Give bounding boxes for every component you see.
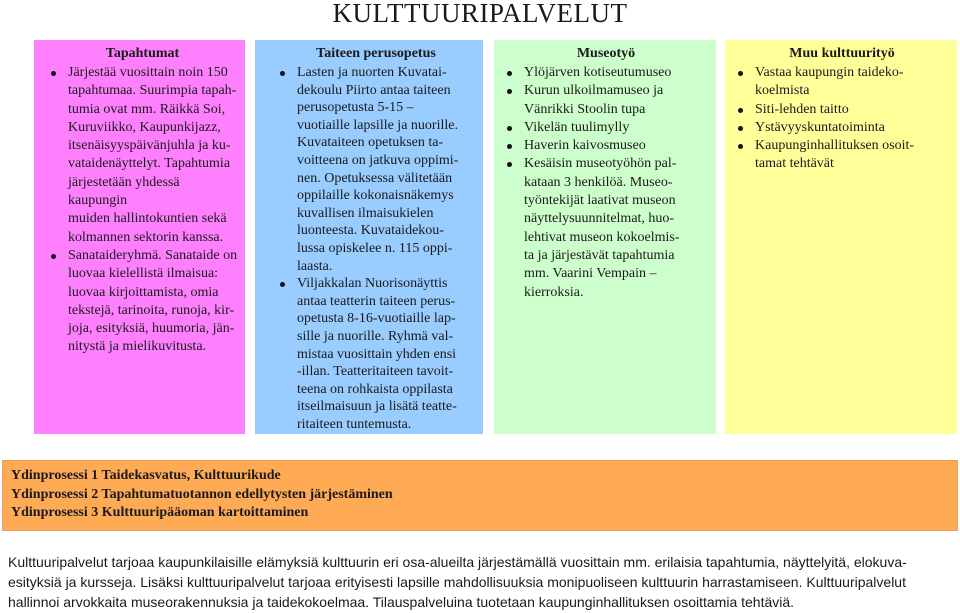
column-heading: Tapahtumat: [105, 46, 180, 61]
bullet-item: [297, 275, 477, 433]
bullet-list: [46, 64, 239, 357]
bullet-line: Kesäisin museotyöhön pal-: [524, 156, 677, 172]
bullet-line: ta ja järjestävät tapahtumia: [524, 247, 675, 263]
core-processes-box: [2, 460, 958, 531]
bullet-list: [275, 64, 477, 433]
bullet-line: mm. Vaarini Vempain –: [524, 266, 657, 282]
bullet-line: luovaa kirjoittamista, omia: [68, 284, 219, 300]
bullet-item: [68, 247, 239, 357]
bullet-line: tapahtumaa. Suurimpia tapah-: [68, 83, 237, 99]
bullet-line: luovaa kielellistä ilmaisua:: [68, 266, 219, 282]
bullet-line: itsenäisyyspäivänjuhla ja ku-: [68, 138, 231, 154]
bullet-item: [524, 119, 710, 137]
process-line: Ydinprosessi 2 Tapahtumatuotannon edellytysten järjestäminen: [11, 486, 393, 502]
bullet-line: sille ja nuorille. Ryhmä val-: [297, 328, 454, 344]
bullet-line: perusopetusta 5-15 –: [297, 100, 414, 116]
bullet-line: laasta.: [297, 258, 333, 274]
bullet-line: nitystä ja mielikuvitusta.: [68, 339, 207, 355]
bullet-line: kierroksia.: [524, 284, 584, 300]
bullet-item: [755, 137, 951, 174]
bullet-line: Kuvataiteen opetuksen ta-: [297, 135, 444, 151]
bullet-line: kataan 3 henkilöä. Museo-: [524, 174, 673, 190]
summary-line: esityksiä ja kursseja. Lisäksi kulttuuripalvelut tarjoaa erityisesti lapsille mahdollisuuksia monipuoliseen kulttuurin harrastamiseen. Kulttuuripalvelut: [8, 574, 906, 590]
bullet-line: koelmista: [755, 83, 810, 99]
bullet-item: [524, 137, 710, 155]
column-heading: Muu kulttuurityö: [789, 46, 895, 61]
summary-paragraph: [8, 552, 953, 612]
bullet-list: [502, 64, 710, 302]
bullet-line: oppilaille kokonaisnäkemys: [297, 188, 454, 204]
bullet-line: itseilmaisuun ja lisätä teatte-: [297, 399, 457, 415]
bullet-line: Vikelän tuulimylly: [524, 119, 630, 135]
bullet-line: dekoulu Piirto antaa taiteen: [297, 82, 451, 98]
bullet-line: vataidenäyttelyt. Tapahtumia: [68, 156, 231, 172]
bullet-line: joja, esityksiä, huumoria, jän-: [68, 321, 235, 337]
column-heading: Taiteen perusopetus: [316, 46, 436, 61]
bullet-line: muiden hallintokuntien sekä: [68, 211, 227, 227]
bullet-line: Kaupunginhallituksen osoit-: [755, 138, 915, 154]
bullet-list: [733, 64, 951, 174]
bullet-line: nen. Opetuksessa välitetään: [297, 170, 453, 186]
bullet-line: -illan. Teatteritaiteen tavoit-: [297, 364, 454, 380]
bullet-line: Lasten ja nuorten Kuvatai-: [297, 65, 447, 80]
bullet-item: [524, 155, 710, 301]
bullet-line: Vastaa kaupungin taideko-: [755, 65, 904, 80]
bullet-line: järjestetään yhdessä kaupungin: [68, 174, 180, 209]
bullet-line: vuotiaille lapsille ja nuorille.: [297, 117, 458, 133]
bullet-line: työntekijät laativat museon: [524, 193, 676, 209]
bullet-line: Sanataideryhmä. Sanataide on: [68, 247, 238, 263]
column-taiteen-perusopetus: [255, 40, 483, 434]
bullet-line: mistaa vuosittain yhden ensi: [297, 346, 457, 362]
bullet-line: kuvallisen ilmaisukielen: [297, 205, 434, 221]
bullet-item: [755, 119, 951, 137]
column-tapahtumat: [34, 40, 245, 434]
bullet-item: [524, 82, 710, 119]
column-heading: Museotyö: [576, 46, 636, 61]
summary-line: Kulttuuripalvelut tarjoaa kaupunkilaisille elämyksiä kulttuurin eri osa-alueilta järjestämällä vuosittain mm. erilaisia tapahtumia, näyttelyitä, elokuva-: [8, 554, 907, 570]
column-muu-kulttuurityo: [725, 40, 957, 434]
bullet-line: Kurun ulkoilmamuseo ja: [524, 83, 664, 99]
bullet-line: lussa opiskelee n. 115 oppi-: [297, 240, 453, 256]
bullet-line: ritaiteen tuntemusta.: [297, 416, 412, 432]
bullet-line: lehtivat museon kokoelmis-: [524, 229, 680, 245]
bullet-line: Vänrikki Stoolin tupa: [524, 101, 646, 117]
bullet-item: [68, 64, 239, 247]
bullet-line: Haverin kaivosmuseo: [524, 138, 646, 154]
summary-line: hallinnoi arvokkaita museorakennuksia ja taidekokoelmaa. Tilauspalveluina tuotetaan kaupunginhallituksen osoittamia tehtäviä.: [8, 594, 795, 610]
bullet-line: voitteena on jatkuva oppimi-: [297, 152, 459, 168]
bullet-line: opetusta 8-16-vuotiaille lap-: [297, 311, 456, 327]
bullet-item: [755, 101, 951, 119]
bullet-item: [297, 64, 477, 275]
bullet-line: Ystävyyskuntatoiminta: [755, 119, 885, 135]
process-line: Ydinprosessi 1 Taidekasvatus, Kulttuurikude: [11, 468, 281, 483]
bullet-line: näyttelysuunnitelmat, huo-: [524, 211, 675, 227]
bullet-line: teena on rohkaista oppilasta: [297, 381, 453, 397]
bullet-line: tekstejä, tarinoita, runoja, kir-: [68, 302, 235, 318]
bullet-item: [755, 64, 951, 101]
bullet-item: [524, 64, 710, 82]
bullet-line: Viljakkalan Nuorisonäyttis: [297, 276, 448, 292]
bullet-line: Siti-lehden taitto: [755, 101, 849, 117]
process-line: Ydinprosessi 3 Kulttuuripääoman kartoittaminen: [11, 505, 309, 520]
bullet-line: Ylöjärven kotiseutumuseo: [524, 65, 672, 80]
bullet-line: luonteesta. Kuvataidekou-: [297, 223, 444, 239]
column-museotyo: [494, 40, 716, 434]
bullet-line: Järjestää vuosittain noin 150: [68, 65, 228, 80]
bullet-line: Kuruviikko, Kaupunkijazz,: [68, 119, 221, 135]
bullet-line: tamat tehtävät: [755, 156, 834, 172]
bullet-line: kolmannen sektorin kanssa.: [68, 229, 224, 245]
page-title: KULTTUURIPALVELUT: [332, 0, 628, 28]
bullet-line: antaa teatterin taiteen perus-: [297, 293, 456, 309]
bullet-line: tumia ovat mm. Räikkä Soi,: [68, 101, 226, 117]
